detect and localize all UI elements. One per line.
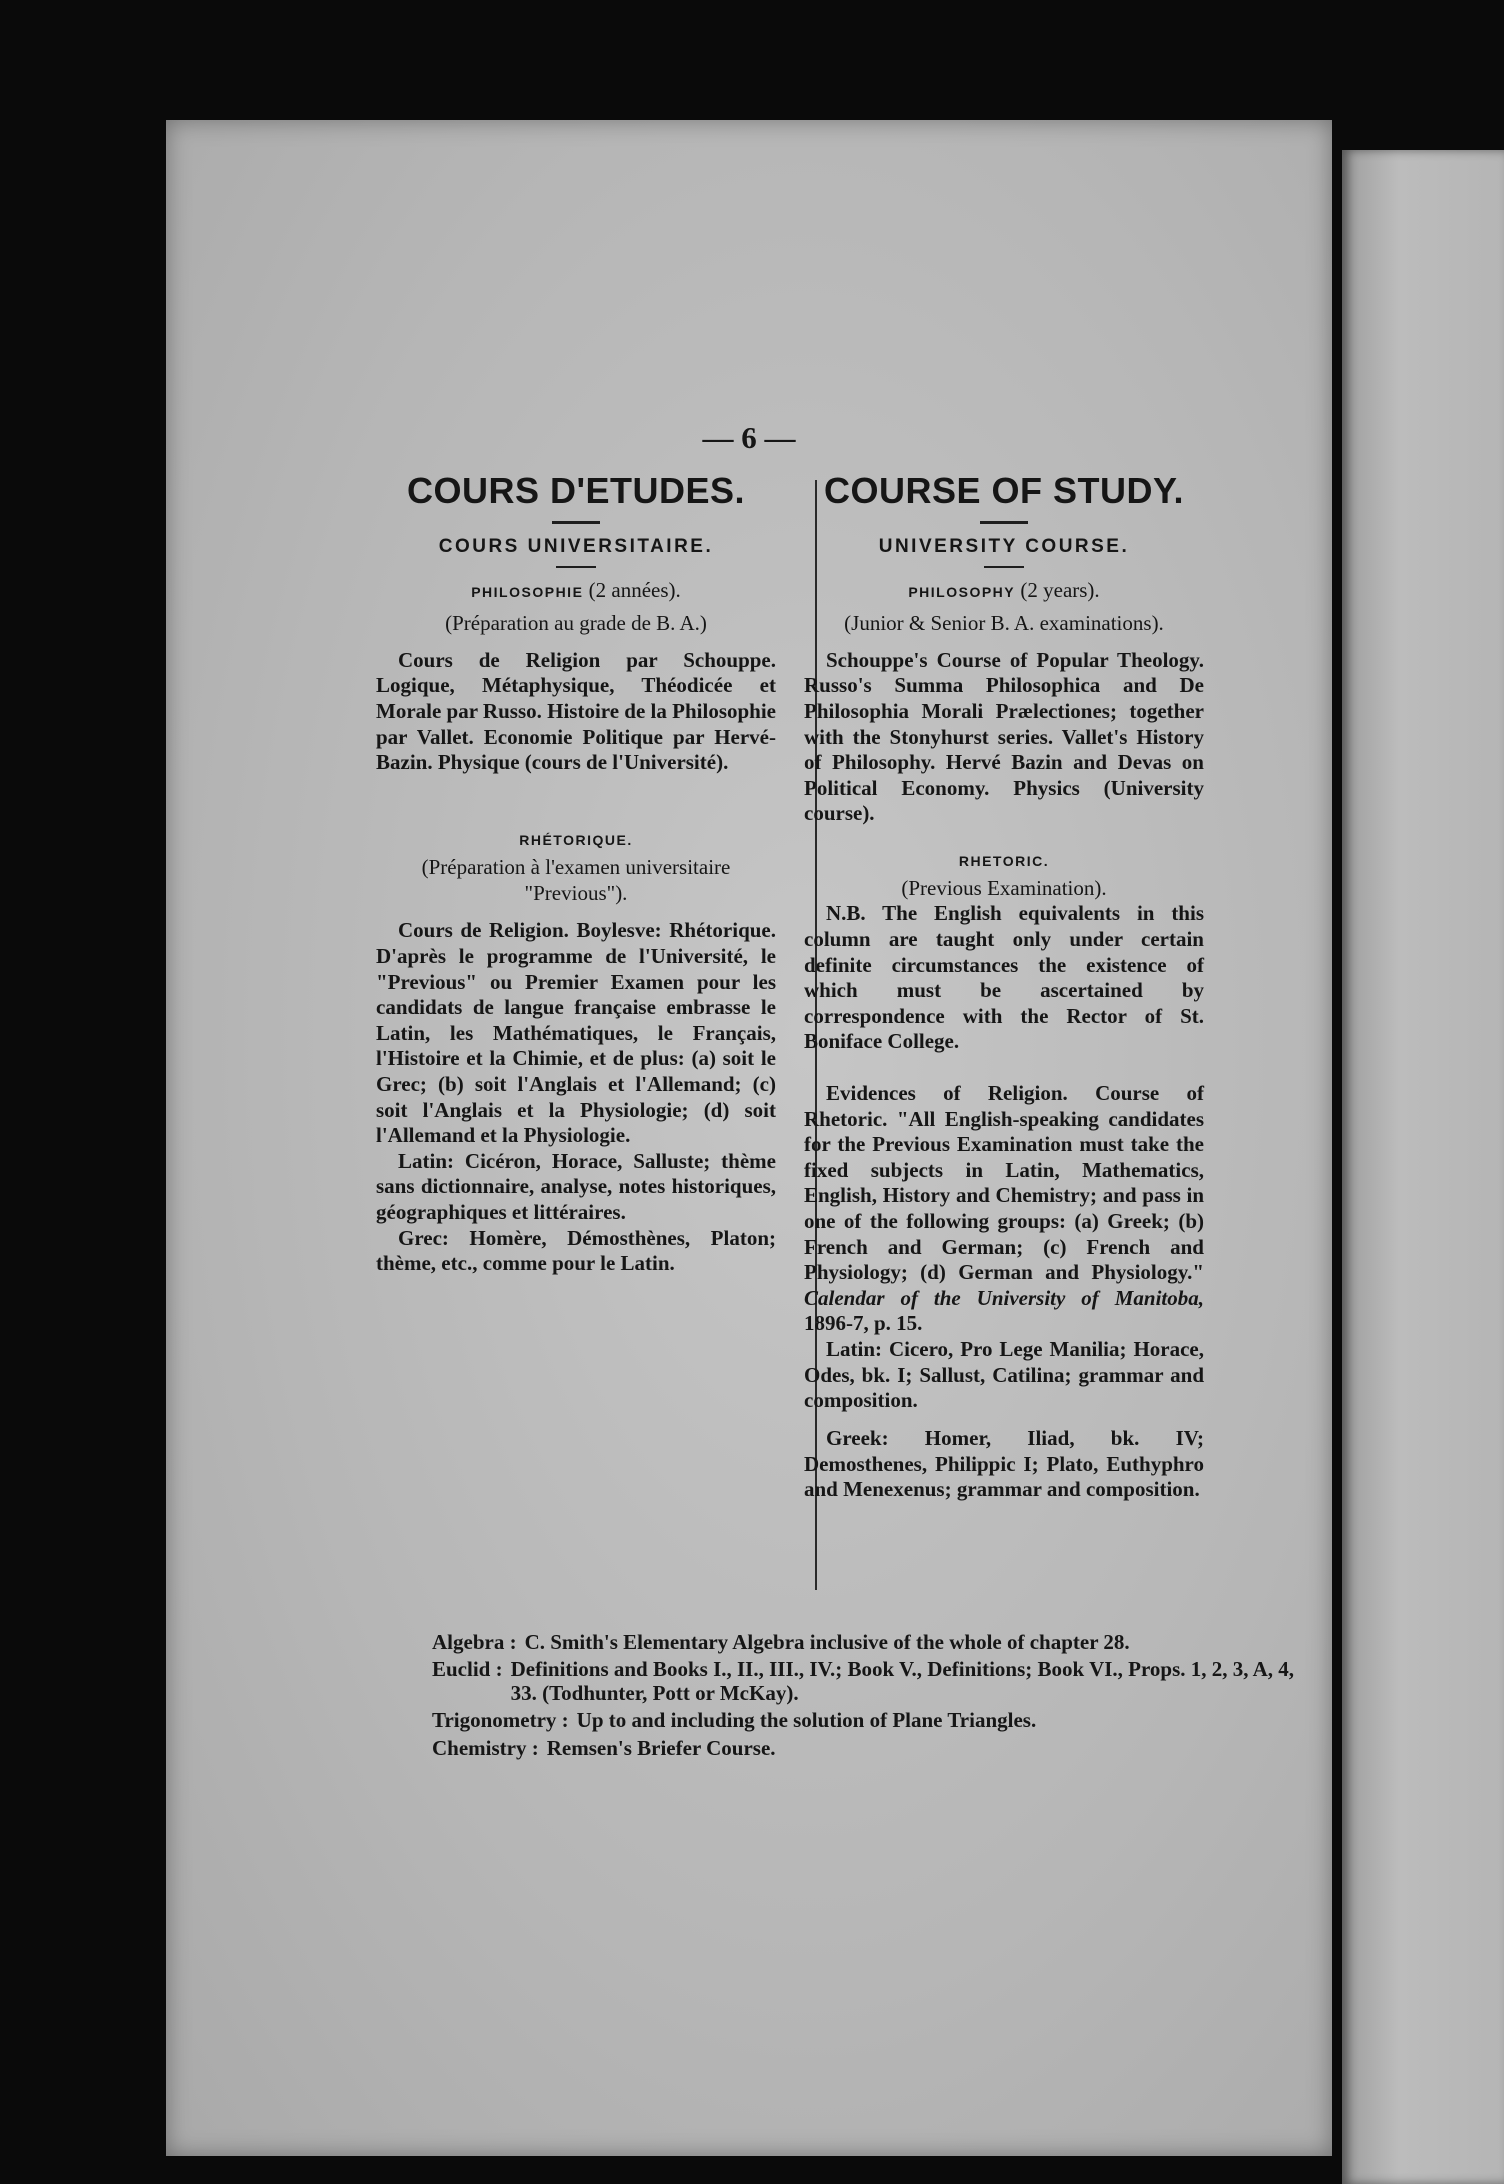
requirement-text: C. Smith's Elementary Algebra inclusive of the whole of chapter 28. [524,1630,1130,1654]
requirement-item [432,1630,1312,1654]
requirement-label: Euclid : [432,1657,503,1682]
english-rhetoric-citation-rest: 1896-7, p. 15. [804,1311,923,1336]
french-rhetoric-greek: Grec: Homère, Démosthènes, Platon; thème, etc., comme pour le Latin. [376,1225,776,1276]
requirement-label: Trigonometry : [432,1708,569,1733]
english-rhetoric-text [804,1081,1204,1337]
adjacent-page-edge [1342,150,1504,2184]
title-rule [980,521,1028,524]
english-philosophy-label: PHILOSOPHY [908,584,1016,601]
english-title: COURSE OF STUDY. [823,470,1185,511]
english-philosophy-heading [804,578,1204,603]
subtitle-rule [984,566,1024,568]
book-page [166,120,1332,2156]
french-philosophy-duration: (2 années). [583,578,681,603]
title-rule [552,521,600,524]
requirement-item [432,1657,1312,1705]
english-rhetoric-heading: RHETORIC. [958,853,1050,870]
english-rhetoric-nb: N.B. The English equivalents in this column are taught only under certain definite circumstances the existence of which must be ascertained by correspondence with the Rector of St. Boniface College. [804,901,1204,1054]
english-subtitle: UNIVERSITY COURSE. [878,536,1130,558]
english-rhetoric-latin: Latin: Cicero, Pro Lege Manilia; Horace, Odes, bk. I; Sallust, Catilina; grammar and composition. [804,1337,1204,1413]
english-rhetoric-greek: Greek: Homer, Iliad, bk. IV; Demosthenes, Philippic I; Plato, Euthyphro and Menexenus; grammar and composition. [804,1425,1204,1502]
requirement-item [432,1708,1312,1732]
french-philosophy-subheading: (Préparation au grade de B. A.) [445,610,707,635]
requirement-label: Chemistry : [432,1735,539,1760]
requirement-label: Algebra : [432,1630,517,1654]
english-philosophy-subheading: (Junior & Senior B. A. examinations). [844,610,1164,635]
french-philosophy-heading [376,578,776,603]
requirement-item [432,1736,1312,1760]
requirement-text: Definitions and Books I., II., III., IV.; Book V., Definitions; Book VI., Props. 1, 2, 3, A, 4, 33. (Todhunter, Pott or McKay). [510,1657,1295,1706]
page-number: — 6 — [702,420,796,455]
english-philosophy-duration: (2 years). [1015,578,1100,603]
french-rhetoric-subheading: (Préparation à l'examen universitaire "Previous"). [421,854,731,906]
french-philosophy-text: Cours de Religion par Schouppe. Logique, Métaphysique, Théodicée et Morale par Russo. Histoire de la Philosophie par Vallet. Economie Politique par Hervé-Bazin. Physique (cours de l'Université). [376,647,776,775]
english-rhetoric-body: Evidences of Religion. Course of Rhetoric. "All English-speaking candidates for the Previous Examination must take the fixed subjects in Latin, Mathematics, English, History and Chemistry; and pass in one of the following groups: (a) Greek; (b) French and German; (c) French and Physiology; (d) German and Physiology." [804,1081,1204,1285]
english-philosophy-text: Schouppe's Course of Popular Theology. Russo's Summa Philosophica and De Philosophia Morali Prælectiones; together with the Stonyhurst series. Vallet's History of Philosophy. Hervé Bazin and Devas on Political Economy. Physics (University course). [804,647,1204,826]
requirement-text: Up to and including the solution of Plane Triangles. [576,1708,1037,1733]
requirements-list [432,1630,1312,1763]
french-subtitle: COURS UNIVERSITAIRE. [438,536,714,558]
requirement-text: Remsen's Briefer Course. [546,1735,776,1760]
french-philosophy-label: PHILOSOPHIE [471,584,584,601]
subtitle-rule [556,566,596,568]
french-column [376,470,776,1277]
english-rhetoric-subheading: (Previous Examination). [901,876,1107,901]
english-column [804,470,1204,1503]
french-rhetoric-text: Cours de Religion. Boylesve: Rhétorique. D'après le programme de l'Université, le "Previous" ou Premier Examen pour les candidats de langue française embrasse le Latin, les Mathématiques, le Français, l'Histoire et la Chimie, et de plus: (a) soit le Grec; (b) soit l'Anglais et l'Allemand; (c) soit l'Anglais et la Physiologie; (d) soit l'Allemand et la Physiologie. [376,918,776,1148]
english-rhetoric-citation: Calendar of the University of Manitoba, [804,1285,1204,1310]
french-rhetoric-latin: Latin: Cicéron, Horace, Salluste; thème sans dictionnaire, analyse, notes historiques, géographiques et littéraires. [376,1148,776,1225]
french-title: COURS D'ETUDES. [406,470,746,511]
french-rhetoric-heading: RHÉTORIQUE. [519,831,633,848]
